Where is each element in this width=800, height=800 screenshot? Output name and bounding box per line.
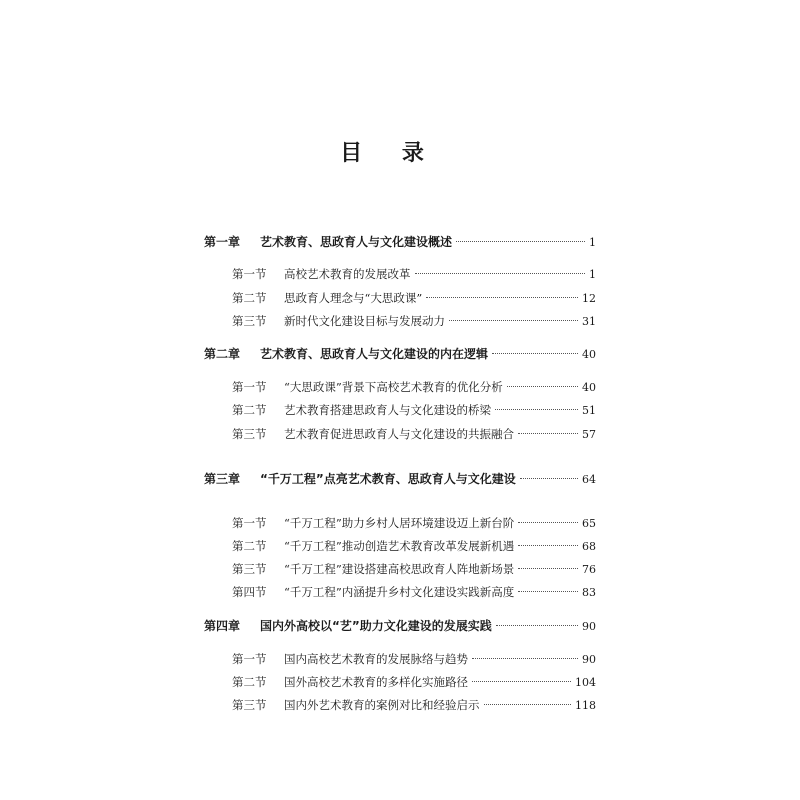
leader-dots [518,591,578,592]
toc-section-3-3 [232,560,596,578]
leader-dots [495,409,578,410]
page-number: 40 [582,348,596,361]
section-title: 艺术教育搭建思政育人与文化建设的桥梁 [284,403,491,417]
chapter-title: 国内外高校以“艺”助力文化建设的发展实践 [260,619,492,633]
toc-title: 目 录 [340,141,440,166]
chapter-title: 艺术教育、思政育人与文化建设的内在逻辑 [260,347,489,361]
leader-dots [472,658,578,659]
leader-dots [518,522,578,523]
leader-dots [484,704,572,705]
chapter-label: 第三章 [204,472,241,486]
leader-dots [472,681,571,682]
section-label: 第三节 [232,427,267,441]
section-title: “千万工程”助力乡村人居环境建设迈上新台阶 [284,516,515,530]
page-number: 1 [589,236,596,249]
leader-dots [492,353,578,354]
toc-chapter-3 [204,470,596,488]
toc-section-4-1 [232,650,596,668]
leader-dots [518,545,578,546]
section-label: 第三节 [232,314,267,328]
page-number: 51 [582,404,596,417]
page-number: 57 [582,428,596,441]
page-number: 90 [582,620,596,633]
toc-chapter-2 [204,345,596,363]
page-number: 12 [582,292,596,305]
leader-dots [520,478,578,479]
toc-section-1-2 [232,289,596,307]
section-title: “千万工程”内涵提升乡村文化建设实践新高度 [284,585,515,599]
toc-chapter-4 [204,617,596,635]
toc-section-3-1 [232,514,596,532]
section-title: 艺术教育促进思政育人与文化建设的共振融合 [284,427,514,441]
page-number: 31 [582,315,596,328]
section-title: “大思政课”背景下高校艺术教育的优化分析 [284,380,503,394]
section-title: “千万工程”建设搭建高校思政育人阵地新场景 [284,562,515,576]
section-title: 国内高校艺术教育的发展脉络与趋势 [284,652,468,666]
section-title: 国外高校艺术教育的多样化实施路径 [284,675,468,689]
leader-dots [496,625,578,626]
section-label: 第一节 [232,652,267,666]
section-label: 第三节 [232,562,267,576]
section-label: 第一节 [232,267,267,281]
toc-section-1-3 [232,312,596,330]
toc-section-3-4 [232,583,596,601]
leader-dots [415,273,586,274]
leader-dots [518,433,578,434]
page-number: 65 [582,517,596,530]
section-title: 新时代文化建设目标与发展动力 [284,314,445,328]
page-number: 40 [582,381,596,394]
page-number: 83 [582,586,596,599]
toc-chapter-1 [204,233,596,251]
leader-dots [518,568,578,569]
section-title: 高校艺术教育的发展改革 [284,267,411,281]
section-title: 思政育人理念与“大思政课” [284,291,423,305]
section-label: 第一节 [232,380,267,394]
chapter-title: 艺术教育、思政育人与文化建设概述 [260,235,453,249]
section-label: 第一节 [232,516,267,530]
page-number: 118 [575,699,596,712]
chapter-label: 第二章 [204,347,241,361]
chapter-label: 第一章 [204,235,241,249]
section-label: 第三节 [232,698,267,712]
toc-section-3-2 [232,537,596,555]
chapter-title: “千万工程”点亮艺术教育、思政育人与文化建设 [260,472,516,486]
toc-section-2-2 [232,401,596,419]
section-label: 第二节 [232,675,267,689]
page-number: 90 [582,653,596,666]
page-number: 1 [589,268,596,281]
chapter-label: 第四章 [204,619,241,633]
leader-dots [449,320,578,321]
toc-section-1-1 [232,265,596,283]
toc-section-2-1 [232,378,596,396]
toc-section-4-2 [232,673,596,691]
leader-dots [456,241,585,242]
section-label: 第四节 [232,585,267,599]
section-title: 国内外艺术教育的案例对比和经验启示 [284,698,480,712]
section-label: 第二节 [232,403,267,417]
section-label: 第二节 [232,291,267,305]
page-number: 104 [575,676,596,689]
toc-section-2-3 [232,425,596,443]
page-number: 64 [582,473,596,486]
page-number: 76 [582,563,596,576]
page-number: 68 [582,540,596,553]
leader-dots [507,386,578,387]
section-title: “千万工程”推动创造艺术教育改革发展新机遇 [284,539,515,553]
section-label: 第二节 [232,539,267,553]
leader-dots [426,297,578,298]
toc-section-4-3 [232,696,596,714]
